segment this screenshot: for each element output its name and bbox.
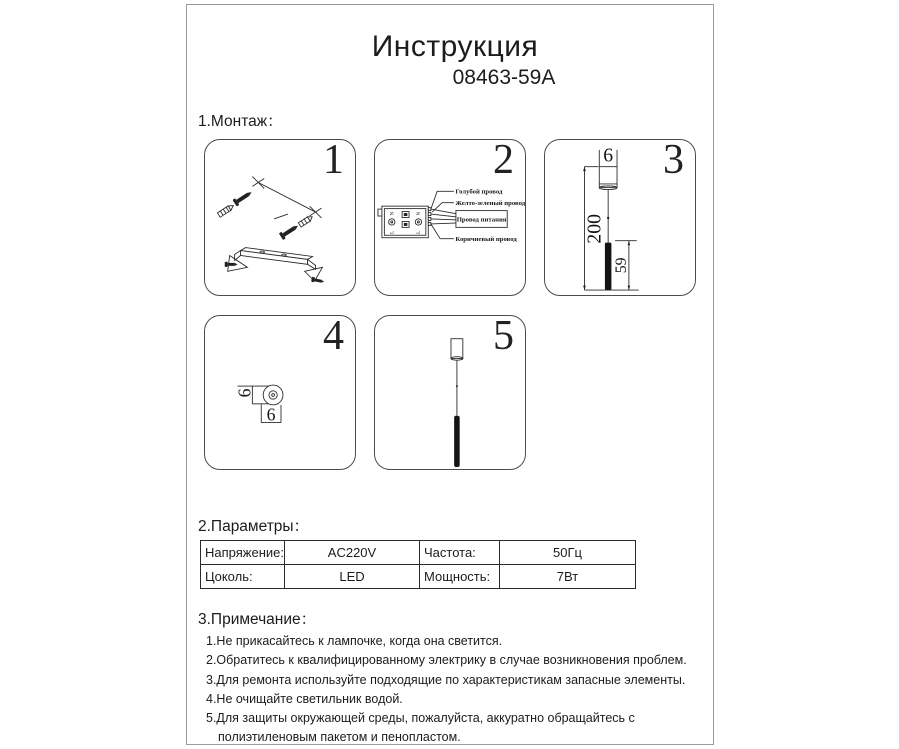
dim-canopy-width: 6 bbox=[603, 144, 614, 167]
terminal-label-n: N bbox=[416, 211, 422, 216]
screw-icon bbox=[311, 277, 325, 285]
montage-panel-4 bbox=[204, 315, 356, 470]
montage-panel-2 bbox=[374, 139, 526, 296]
screw-icon bbox=[225, 262, 238, 267]
screw-icon bbox=[279, 222, 300, 240]
dim-lamp-length: 59 bbox=[612, 257, 630, 274]
dim-plan-width: 6 bbox=[234, 388, 255, 398]
note-line: 5.Для защиты окружающей среды, пожалуйста, аккуратно обращайтесь с bbox=[206, 711, 635, 726]
terminal-label-n: N bbox=[390, 211, 396, 216]
mounting-bracket bbox=[235, 248, 316, 270]
lamp-body bbox=[605, 243, 612, 290]
montage-panel-3 bbox=[544, 139, 696, 296]
panel-number: 4 bbox=[323, 313, 344, 359]
wall-anchor-icon bbox=[217, 203, 234, 217]
instruction-sheet bbox=[186, 4, 714, 745]
dim-plan-depth: 6 bbox=[266, 404, 276, 425]
note-line: 2.Обратитесь к квалифицированному электрику в случае возникновения проблем. bbox=[206, 653, 687, 668]
note-line: 4.Не очищайте светильник водой. bbox=[206, 691, 403, 706]
brown-wire-label: Коричневый провод bbox=[455, 235, 517, 243]
note-line: 3.Для ремонта используйте подходящие по характеристикам запасные элементы. bbox=[206, 672, 686, 687]
section-heading-montage: 1.Монтаж： bbox=[198, 113, 283, 130]
section-heading-notes: 3.Примечание： bbox=[198, 611, 317, 628]
yellow-green-wire-label: Желто-зеленый провод bbox=[455, 199, 525, 207]
power-wire-label: Провод питания bbox=[456, 216, 507, 224]
table-row bbox=[201, 565, 636, 589]
parameters-table bbox=[200, 540, 636, 589]
param-label: Цоколь: bbox=[201, 565, 285, 589]
panel-number: 3 bbox=[663, 137, 684, 183]
section-heading-parameters: 2.Параметры： bbox=[198, 518, 310, 535]
screw-icon bbox=[232, 189, 253, 207]
panel-number: 5 bbox=[493, 313, 514, 359]
param-label: Частота: bbox=[420, 541, 500, 565]
dim-drop-length: 200 bbox=[583, 214, 606, 244]
blue-wire-label: Голубой провод bbox=[455, 188, 503, 196]
param-value: LED bbox=[285, 565, 420, 589]
param-value: AC220V bbox=[285, 541, 420, 565]
panel-number: 2 bbox=[493, 137, 514, 183]
lamp-body bbox=[454, 416, 460, 467]
wall-anchor-icon bbox=[298, 215, 313, 227]
notes-list bbox=[206, 632, 687, 748]
montage-panel-1 bbox=[204, 139, 356, 296]
param-value: 7Вт bbox=[500, 565, 636, 589]
page-title: Инструкция bbox=[371, 30, 539, 63]
terminal-label-l: L bbox=[416, 230, 422, 234]
montage-panel-5 bbox=[374, 315, 526, 470]
param-value: 50Гц bbox=[500, 541, 636, 565]
param-label: Мощность: bbox=[420, 565, 500, 589]
terminal-label-l: L bbox=[390, 230, 396, 234]
note-line: полиэтиленовым пакетом и пенопластом. bbox=[218, 730, 461, 745]
note-line: 1.Не прикасайтесь к лампочке, когда она светится. bbox=[206, 634, 503, 648]
table-row bbox=[201, 541, 636, 565]
model-number: 08463-59A bbox=[452, 65, 556, 89]
panel-number: 1 bbox=[323, 137, 344, 183]
param-label: Напряжение: bbox=[201, 541, 285, 565]
